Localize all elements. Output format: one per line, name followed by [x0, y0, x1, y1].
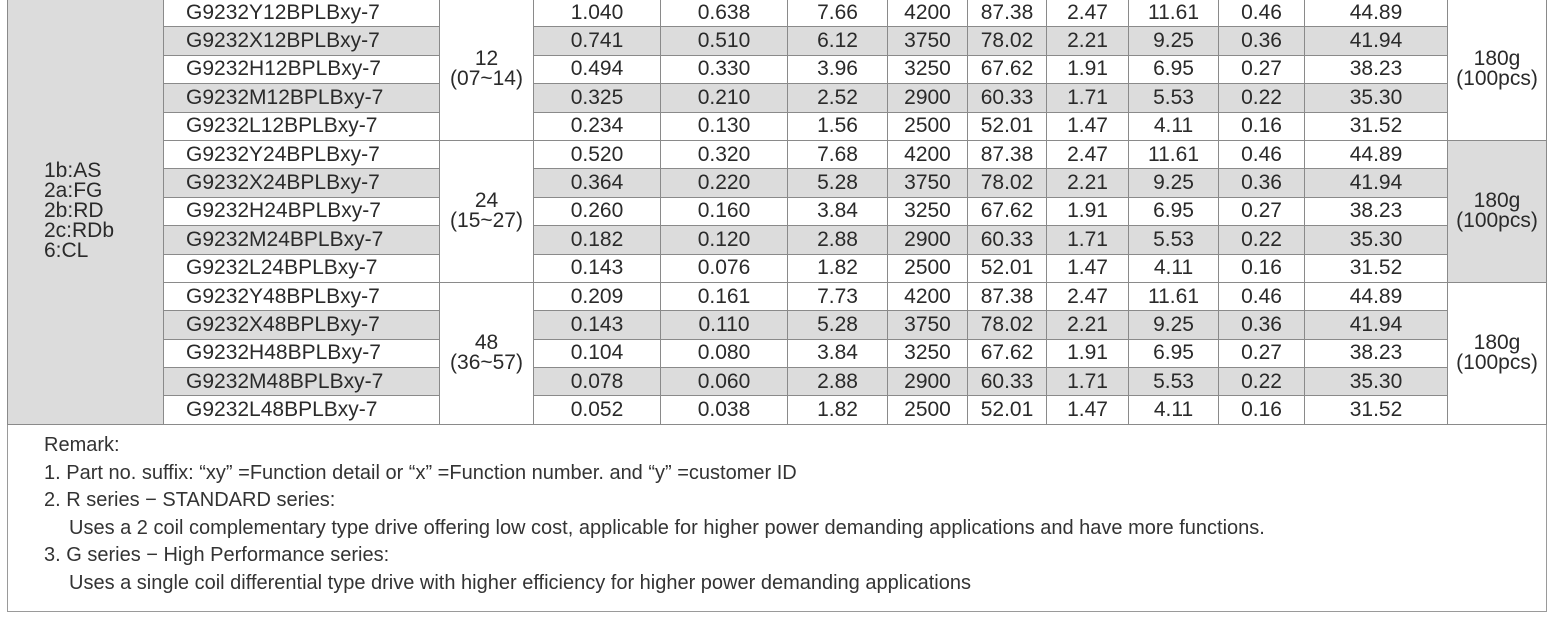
spec-value-cell: 52.01 — [968, 112, 1047, 140]
spec-value-cell: 67.62 — [968, 339, 1047, 367]
spec-value-cell: 1.91 — [1047, 55, 1129, 83]
spec-value-cell: 2900 — [888, 84, 968, 112]
spec-value-cell: 5.53 — [1129, 368, 1219, 396]
spec-value-cell: 67.62 — [968, 55, 1047, 83]
function-code: 1b:AS — [44, 159, 102, 183]
spec-value-cell: 3250 — [888, 197, 968, 225]
spec-value-cell: 3.84 — [788, 339, 888, 367]
rated-voltage: 48 — [474, 331, 499, 355]
table-row — [8, 368, 1547, 396]
spec-value-cell: 1.47 — [1047, 254, 1129, 282]
spec-value-cell: 0.27 — [1219, 197, 1305, 225]
package-quantity: (100pcs) — [1456, 209, 1538, 233]
spec-value-cell: 0.510 — [661, 27, 788, 55]
spec-value-cell: 41.94 — [1305, 311, 1448, 339]
spec-value-cell: 2500 — [888, 396, 968, 424]
spec-value-cell: 0.143 — [534, 311, 661, 339]
package-weight: 180g — [1473, 47, 1521, 71]
spec-value-cell: 0.182 — [534, 226, 661, 254]
spec-value-cell: 6.12 — [788, 27, 888, 55]
spec-value-cell: 41.94 — [1305, 27, 1448, 55]
spec-value-cell: 87.38 — [968, 140, 1047, 168]
table-row — [8, 169, 1547, 197]
table-row — [8, 396, 1547, 424]
spec-value-cell: 67.62 — [968, 197, 1047, 225]
package-weight: 180g — [1473, 189, 1521, 213]
package-cell — [1448, 282, 1547, 424]
table-row — [8, 140, 1547, 168]
spec-value-cell: 0.16 — [1219, 112, 1305, 140]
spec-value-cell: 7.73 — [788, 282, 888, 310]
spec-value-cell: 11.61 — [1129, 140, 1219, 168]
spec-value-cell: 0.27 — [1219, 339, 1305, 367]
part-number-cell: G9232M12BPLBxy-7 — [164, 84, 440, 112]
spec-value-cell: 0.36 — [1219, 311, 1305, 339]
voltage-range: (15~27) — [450, 209, 523, 233]
spec-value-cell: 0.494 — [534, 55, 661, 83]
spec-value-cell: 38.23 — [1305, 339, 1448, 367]
spec-value-cell: 1.040 — [534, 0, 661, 27]
spec-value-cell: 9.25 — [1129, 27, 1219, 55]
spec-value-cell: 0.16 — [1219, 254, 1305, 282]
function-code: 6:CL — [44, 239, 89, 263]
remark-block — [44, 432, 1265, 598]
rated-voltage-cell — [440, 140, 534, 282]
spec-value-cell: 0.22 — [1219, 368, 1305, 396]
part-number-cell: G9232L24BPLBxy-7 — [164, 254, 440, 282]
part-number-cell: G9232Y24BPLBxy-7 — [164, 140, 440, 168]
spec-value-cell: 0.22 — [1219, 226, 1305, 254]
spec-value-cell: 0.36 — [1219, 169, 1305, 197]
voltage-range: (36~57) — [450, 351, 523, 375]
spec-value-cell: 0.46 — [1219, 140, 1305, 168]
spec-value-cell: 1.71 — [1047, 84, 1129, 112]
table-row — [8, 112, 1547, 140]
spec-value-cell: 0.325 — [534, 84, 661, 112]
spec-value-cell: 6.95 — [1129, 55, 1219, 83]
spec-value-cell: 44.89 — [1305, 282, 1448, 310]
spec-value-cell: 0.16 — [1219, 396, 1305, 424]
spec-value-cell: 1.82 — [788, 396, 888, 424]
spec-value-cell: 4.11 — [1129, 112, 1219, 140]
part-number-cell: G9232L12BPLBxy-7 — [164, 112, 440, 140]
spec-value-cell: 2.21 — [1047, 311, 1129, 339]
spec-value-cell: 0.104 — [534, 339, 661, 367]
package-weight: 180g — [1473, 331, 1521, 355]
spec-value-cell: 0.052 — [534, 396, 661, 424]
part-number-cell: G9232Y48BPLBxy-7 — [164, 282, 440, 310]
spec-value-cell: 41.94 — [1305, 169, 1448, 197]
spec-value-cell: 3250 — [888, 55, 968, 83]
spec-value-cell: 0.36 — [1219, 27, 1305, 55]
spec-value-cell: 35.30 — [1305, 226, 1448, 254]
spec-value-cell: 0.234 — [534, 112, 661, 140]
spec-value-cell: 7.68 — [788, 140, 888, 168]
spec-value-cell: 1.71 — [1047, 226, 1129, 254]
part-number-cell: G9232X48BPLBxy-7 — [164, 311, 440, 339]
function-code: 2a:FG — [44, 179, 103, 203]
spec-value-cell: 0.080 — [661, 339, 788, 367]
remark-line-2-detail: Uses a 2 coil complementary type drive offering low cost, applicable for higher power demanding applications and have more functions. — [69, 516, 1265, 539]
spec-value-cell: 1.91 — [1047, 197, 1129, 225]
spec-value-cell: 38.23 — [1305, 55, 1448, 83]
spec-value-cell: 11.61 — [1129, 0, 1219, 27]
spec-value-cell: 2.88 — [788, 226, 888, 254]
spec-value-cell: 60.33 — [968, 84, 1047, 112]
spec-value-cell: 2.52 — [788, 84, 888, 112]
spec-value-cell: 3.96 — [788, 55, 888, 83]
part-number-cell: G9232X12BPLBxy-7 — [164, 27, 440, 55]
rated-voltage: 12 — [474, 47, 499, 71]
spec-value-cell: 0.364 — [534, 169, 661, 197]
spec-value-cell: 1.56 — [788, 112, 888, 140]
table-row — [8, 339, 1547, 367]
spec-value-cell: 44.89 — [1305, 140, 1448, 168]
spec-value-cell: 0.038 — [661, 396, 788, 424]
spec-value-cell: 3250 — [888, 339, 968, 367]
spec-value-cell: 2.47 — [1047, 282, 1129, 310]
spec-value-cell: 4200 — [888, 0, 968, 27]
spec-value-cell: 3750 — [888, 169, 968, 197]
spec-value-cell: 2.21 — [1047, 169, 1129, 197]
spec-value-cell: 1.47 — [1047, 112, 1129, 140]
spec-value-cell: 3.84 — [788, 197, 888, 225]
spec-value-cell: 0.060 — [661, 368, 788, 396]
table-row — [8, 197, 1547, 225]
spec-value-cell: 0.076 — [661, 254, 788, 282]
spec-value-cell: 31.52 — [1305, 396, 1448, 424]
spec-value-cell: 0.120 — [661, 226, 788, 254]
remark-line-3: 3. G series − High Performance series: — [44, 544, 390, 567]
spec-value-cell: 3750 — [888, 311, 968, 339]
rated-voltage-cell — [440, 282, 534, 424]
spec-value-cell: 0.210 — [661, 84, 788, 112]
part-number-cell: G9232H24BPLBxy-7 — [164, 197, 440, 225]
spec-value-cell: 3750 — [888, 27, 968, 55]
spec-value-cell: 0.078 — [534, 368, 661, 396]
rated-voltage: 24 — [474, 189, 499, 213]
spec-value-cell: 9.25 — [1129, 169, 1219, 197]
spec-value-cell: 4200 — [888, 282, 968, 310]
spec-value-cell: 0.741 — [534, 27, 661, 55]
spec-value-cell: 78.02 — [968, 311, 1047, 339]
spec-value-cell: 78.02 — [968, 27, 1047, 55]
remark-line-2: 2. R series − STANDARD series: — [44, 489, 336, 512]
spec-value-cell: 2.47 — [1047, 140, 1129, 168]
table-row — [8, 311, 1547, 339]
spec-value-cell: 0.46 — [1219, 0, 1305, 27]
package-quantity: (100pcs) — [1456, 67, 1538, 91]
table-row — [8, 226, 1547, 254]
voltage-range: (07~14) — [450, 67, 523, 91]
spec-value-cell: 87.38 — [968, 0, 1047, 27]
spec-value-cell: 7.66 — [788, 0, 888, 27]
part-number-cell: G9232L48BPLBxy-7 — [164, 396, 440, 424]
spec-value-cell: 60.33 — [968, 368, 1047, 396]
part-number-cell: G9232H12BPLBxy-7 — [164, 55, 440, 83]
spec-value-cell: 2.21 — [1047, 27, 1129, 55]
table-row — [8, 27, 1547, 55]
remark-line-1: 1. Part no. suffix: “xy” =Function detail or “x” =Function number. and “y” =customer ID — [44, 461, 797, 484]
part-number-cell: G9232Y12BPLBxy-7 — [164, 0, 440, 27]
spec-table — [7, 0, 1547, 425]
spec-value-cell: 2.88 — [788, 368, 888, 396]
spec-value-cell: 2900 — [888, 368, 968, 396]
table-row — [8, 0, 1547, 27]
spec-value-cell: 1.82 — [788, 254, 888, 282]
package-quantity: (100pcs) — [1456, 351, 1538, 375]
spec-value-cell: 6.95 — [1129, 339, 1219, 367]
table-row — [8, 282, 1547, 310]
spec-value-cell: 0.330 — [661, 55, 788, 83]
spec-value-cell: 44.89 — [1305, 0, 1448, 27]
spec-value-cell: 9.25 — [1129, 311, 1219, 339]
spec-value-cell: 4.11 — [1129, 396, 1219, 424]
rated-voltage-cell — [440, 0, 534, 140]
spec-value-cell: 2.47 — [1047, 0, 1129, 27]
spec-value-cell: 0.130 — [661, 112, 788, 140]
spec-value-cell: 0.220 — [661, 169, 788, 197]
part-number-cell: G9232M24BPLBxy-7 — [164, 226, 440, 254]
spec-value-cell: 35.30 — [1305, 368, 1448, 396]
spec-value-cell: 52.01 — [968, 396, 1047, 424]
part-number-cell: G9232M48BPLBxy-7 — [164, 368, 440, 396]
spec-value-cell: 5.28 — [788, 311, 888, 339]
spec-value-cell: 0.22 — [1219, 84, 1305, 112]
spec-value-cell: 2500 — [888, 254, 968, 282]
spec-value-cell: 11.61 — [1129, 282, 1219, 310]
spec-value-cell: 0.209 — [534, 282, 661, 310]
spec-value-cell: 4.11 — [1129, 254, 1219, 282]
package-cell — [1448, 140, 1547, 282]
spec-value-cell: 5.28 — [788, 169, 888, 197]
part-number-cell: G9232H48BPLBxy-7 — [164, 339, 440, 367]
part-number-cell: G9232X24BPLBxy-7 — [164, 169, 440, 197]
table-row — [8, 84, 1547, 112]
spec-value-cell: 1.47 — [1047, 396, 1129, 424]
table-row — [8, 254, 1547, 282]
spec-value-cell: 52.01 — [968, 254, 1047, 282]
spec-value-cell: 5.53 — [1129, 226, 1219, 254]
spec-value-cell: 0.27 — [1219, 55, 1305, 83]
spec-value-cell: 0.160 — [661, 197, 788, 225]
spec-value-cell: 4200 — [888, 140, 968, 168]
function-code-cell — [8, 0, 164, 424]
spec-value-cell: 5.53 — [1129, 84, 1219, 112]
spec-value-cell: 87.38 — [968, 282, 1047, 310]
function-code: 2c:RDb — [44, 219, 115, 243]
function-code: 2b:RD — [44, 199, 104, 223]
spec-value-cell: 78.02 — [968, 169, 1047, 197]
spec-value-cell: 1.71 — [1047, 368, 1129, 396]
spec-value-cell: 60.33 — [968, 226, 1047, 254]
spec-value-cell: 0.638 — [661, 0, 788, 27]
spec-value-cell: 0.161 — [661, 282, 788, 310]
spec-value-cell: 2500 — [888, 112, 968, 140]
package-cell — [1448, 0, 1547, 140]
spec-value-cell: 6.95 — [1129, 197, 1219, 225]
spec-value-cell: 0.520 — [534, 140, 661, 168]
spec-value-cell: 0.46 — [1219, 282, 1305, 310]
spec-value-cell: 0.320 — [661, 140, 788, 168]
spec-value-cell: 0.143 — [534, 254, 661, 282]
spec-value-cell: 31.52 — [1305, 112, 1448, 140]
table-row — [8, 55, 1547, 83]
remark-title: Remark: — [44, 434, 120, 456]
spec-value-cell: 35.30 — [1305, 84, 1448, 112]
spec-value-cell: 2900 — [888, 226, 968, 254]
remark-line-3-detail: Uses a single coil differential type drive with higher efficiency for higher power demanding applications — [69, 571, 971, 594]
spec-value-cell: 31.52 — [1305, 254, 1448, 282]
spec-value-cell: 0.110 — [661, 311, 788, 339]
spec-table-body — [8, 0, 1547, 424]
spec-value-cell: 0.260 — [534, 197, 661, 225]
spec-value-cell: 38.23 — [1305, 197, 1448, 225]
spec-value-cell: 1.91 — [1047, 339, 1129, 367]
